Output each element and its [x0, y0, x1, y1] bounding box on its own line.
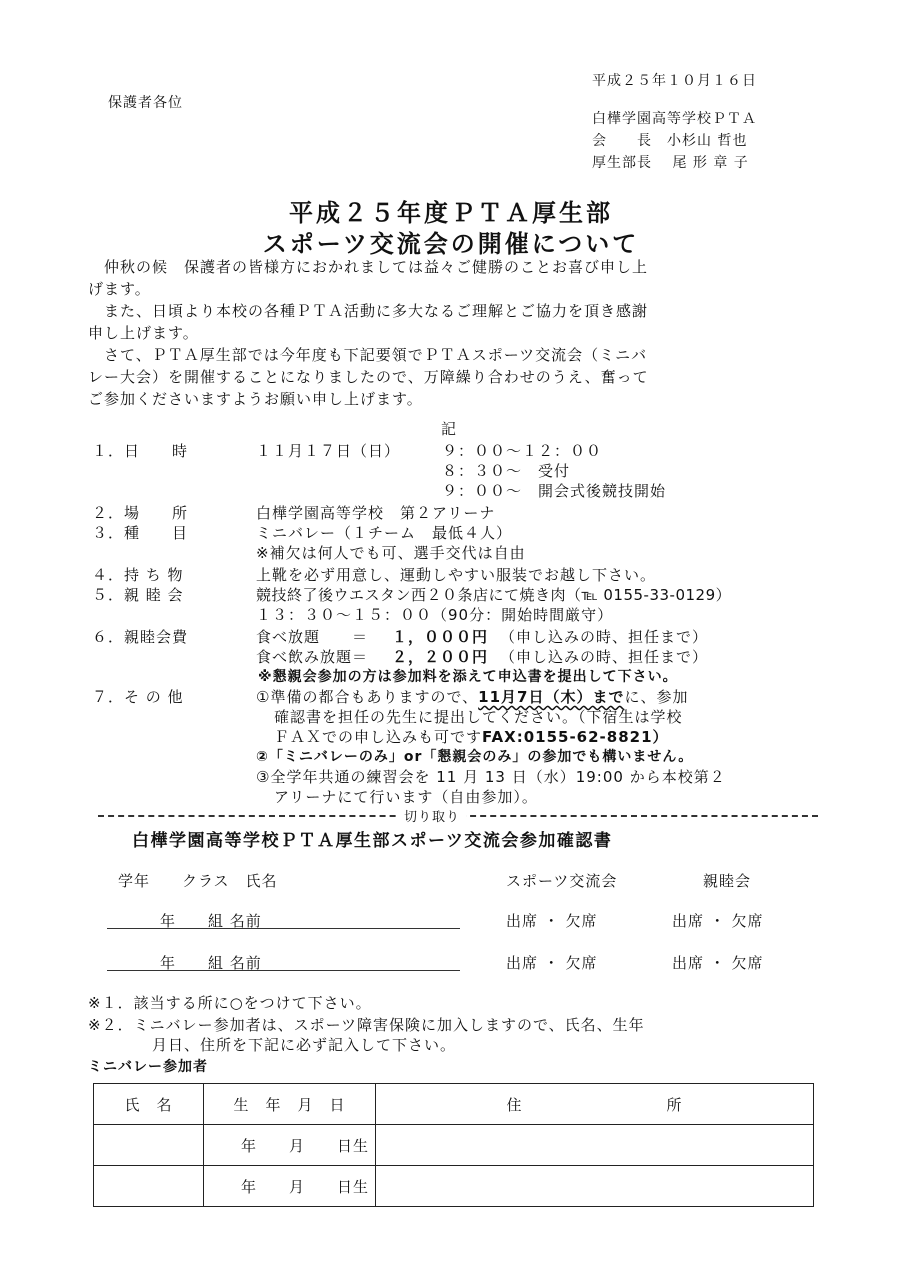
title-line2: スポーツ交流会の開催について — [262, 230, 640, 258]
cell-name[interactable] — [94, 1125, 204, 1166]
th-birth: 生 年 月 日 — [204, 1084, 376, 1125]
form-note1: ※１．該当する所に○をつけて下さい。 — [88, 994, 372, 1012]
item1-time2: ８：３０～ 受付 — [442, 462, 571, 480]
item2-label: ２．場 所 — [92, 504, 189, 522]
item5-label: ５．親 睦 会 — [92, 586, 184, 604]
cell-birth[interactable]: 年 月 日生 — [204, 1125, 376, 1166]
item1-date: １１月１７日（日） — [256, 442, 401, 460]
form-row2-label: 年 組 名前 — [160, 954, 262, 972]
body-p3b: レー大会）を開催することになりましたので、万障繰り合わせのうえ、奮って — [88, 368, 649, 386]
form-note2b: 月日、住所を下記に必ず記入して下さい。 — [152, 1036, 457, 1054]
item6-a-note: （申し込みの時、担任まで） — [500, 628, 709, 646]
org-name: 白樺学園高等学校ＰＴＡ — [592, 111, 757, 127]
form-row1-line[interactable] — [107, 928, 460, 929]
table-header-row — [94, 1084, 814, 1125]
item6-a-name: 食べ放題 ＝ — [256, 628, 369, 646]
item5-time: １３：３０～１５：００（90分：開始時間厳守） — [256, 606, 614, 624]
form-col-student: 学年 クラス 氏名 — [118, 872, 278, 890]
item6-b-name: 食べ飲み放題＝ — [256, 648, 369, 666]
cut-label: 切り取り — [398, 806, 466, 825]
form-row2-party[interactable]: 出席 ・ 欠席 — [672, 954, 764, 972]
item4-value: 上靴を必ず用意し、運動しやすい服装でお越し下さい。 — [256, 566, 657, 584]
cell-address[interactable] — [376, 1166, 814, 1207]
form-title: 白樺学園高等学校ＰＴＡ厚生部スポーツ交流会参加確認書 — [132, 831, 613, 851]
item7-line1-a: ①準備の都合もありますので、 — [256, 688, 479, 706]
body-p1b: げます。 — [88, 280, 151, 298]
body-p1a: 仲秋の候 保護者の皆様方におかれましては益々ご健勝のことお喜び申し上 — [104, 258, 649, 276]
item1-label: １．日 時 — [92, 442, 189, 460]
form-row1-label: 年 組 名前 — [160, 912, 262, 930]
form-col-sports: スポーツ交流会 — [506, 872, 618, 890]
item7-line1-b: に、参加 — [624, 688, 689, 706]
item1-time3: ９：００～ 開会式後競技開始 — [442, 482, 667, 500]
th-name: 氏 名 — [94, 1084, 204, 1125]
item1-time1: ９：００～１２：００ — [442, 442, 603, 460]
item7-line3a: ③全学年共通の練習会を 11 月 13 日（水）19:00 から本校第２ — [256, 768, 726, 786]
form-col-party: 親睦会 — [703, 872, 752, 890]
item3-note: ※補欠は何人でも可、選手交代は自由 — [256, 544, 526, 562]
item6-a-price: １，０００円 — [392, 628, 489, 646]
item7-line3b: アリーナにて行います（自由参加）。 — [274, 788, 538, 806]
item7-line1c: 確認書を担任の先生に提出してください。（下宿生は学校 — [274, 708, 683, 726]
welfare-head: 厚生部長 尾 形 章 子 — [592, 155, 749, 171]
body-p2b: 申し上げます。 — [88, 324, 199, 342]
item6-label: ６．親睦会費 — [92, 628, 189, 646]
deadline: 11月7日（木）まで — [478, 688, 625, 706]
president: 会 長 小杉山 哲也 — [592, 133, 748, 149]
cell-address[interactable] — [376, 1125, 814, 1166]
participants-heading: ミニバレー参加者 — [88, 1059, 208, 1075]
ki-label: 記 — [441, 420, 458, 438]
item4-label: ４．持 ち 物 — [92, 566, 184, 584]
item5-value: 競技終了後ウエスタン西２０条店にて焼き肉（℡ 0155-33-0129） — [256, 586, 732, 604]
item3-label: ３．種 目 — [92, 524, 189, 542]
form-row2-sports[interactable]: 出席 ・ 欠席 — [506, 954, 598, 972]
issue-date: 平成２５年１０月１６日 — [592, 73, 757, 89]
body-p2a: また、日頃より本校の各種ＰＴＡ活動に多大なるご理解とご協力を頂き感謝 — [104, 302, 649, 320]
form-row1-party[interactable]: 出席 ・ 欠席 — [672, 912, 764, 930]
form-note2a: ※２．ミニバレー参加者は、スポーツ障害保険に加入しますので、氏名、生年 — [88, 1016, 645, 1034]
item3-value: ミニバレー（１チーム 最低４人） — [256, 524, 513, 542]
participant-table — [93, 1083, 814, 1207]
addressee: 保護者各位 — [108, 95, 183, 111]
item6-b-note: （申し込みの時、担任まで） — [500, 648, 709, 666]
item6-note: ※懇親会参加の方は参加料を添えて申込書を提出して下さい。 — [258, 669, 678, 685]
item7-line1d — [274, 726, 669, 747]
item7-line1d-text: ＦＡＸでの申し込みも可です — [274, 728, 483, 746]
item7-label: ７．そ の 他 — [92, 688, 184, 706]
form-row1-sports[interactable]: 出席 ・ 欠席 — [506, 912, 598, 930]
item2-value: 白樺学園高等学校 第２アリーナ — [256, 504, 496, 522]
th-address: 住 所 — [376, 1084, 814, 1125]
cell-birth[interactable]: 年 月 日生 — [204, 1166, 376, 1207]
form-row2-line[interactable] — [107, 970, 460, 971]
table-row — [94, 1166, 814, 1207]
body-p3c: ご参加くださいますようお願い申し上げます。 — [88, 390, 423, 408]
cell-name[interactable] — [94, 1166, 204, 1207]
fax-number: FAX:0155-62-8821） — [482, 728, 669, 746]
item7-line1 — [256, 686, 688, 707]
table-row — [94, 1125, 814, 1166]
item6-b-price: ２，２００円 — [392, 648, 489, 666]
body-p3a: さて、ＰＴＡ厚生部では今年度も下記要領でＰＴＡスポーツ交流会（ミニバ — [104, 346, 648, 364]
title-line1: 平成２５年度ＰＴＡ厚生部 — [289, 199, 613, 227]
item7-line2: ②「ミニバレーのみ」or「懇親会のみ」の参加でも構いません。 — [256, 749, 694, 765]
